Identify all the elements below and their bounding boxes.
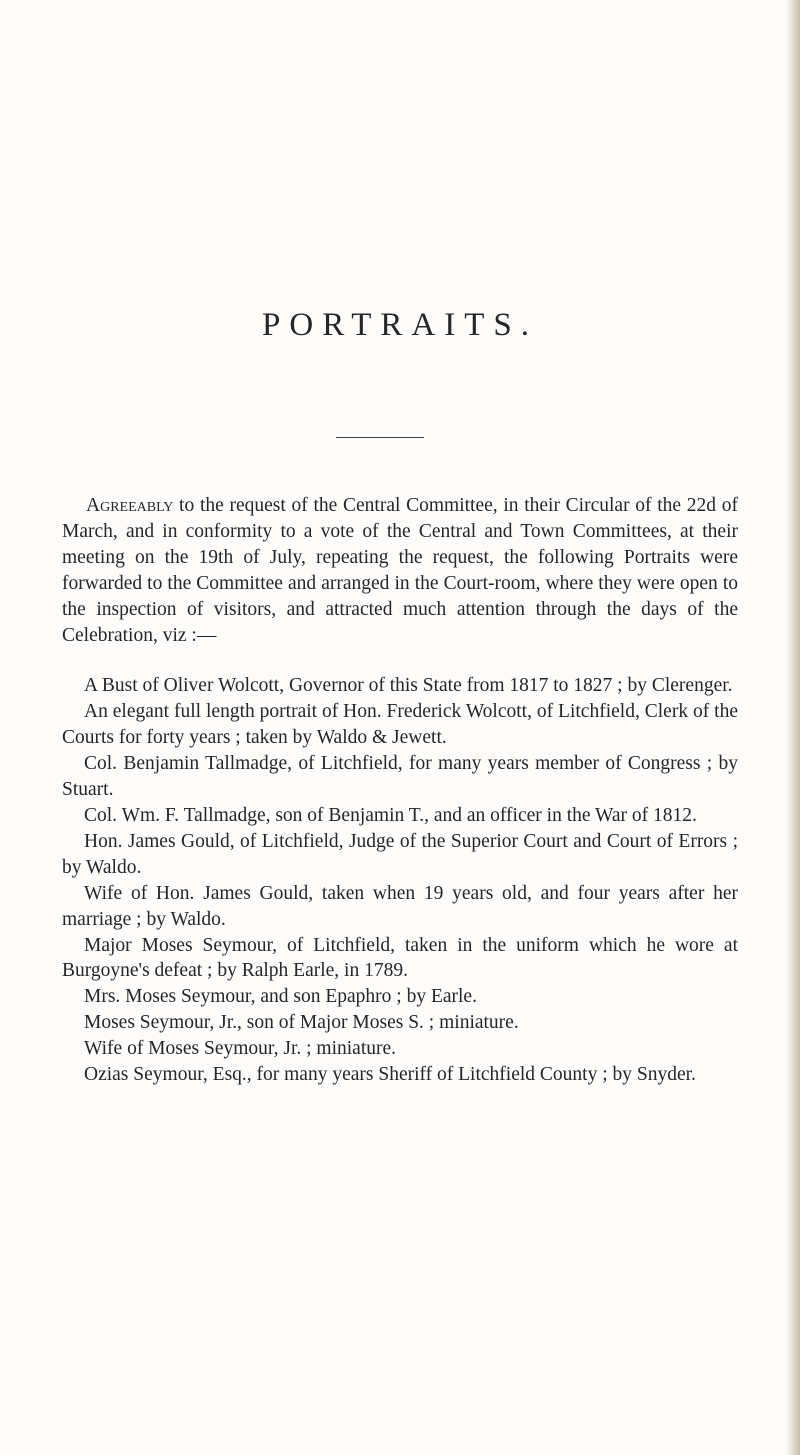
intro-lead-word: Agreeably: [86, 495, 174, 516]
portrait-entry-major-moses-seymour: Major Moses Seymour, of Litchfield, taken in the uniform which he wore at Burgoyne's defeat ; by Ralph Earle, in 1789.: [62, 934, 738, 982]
portrait-entry-moses-seymour-jr: Moses Seymour, Jr., son of Major Moses S. ; miniature.: [84, 1012, 519, 1034]
intro-paragraph: [62, 493, 738, 648]
portrait-entry-wife-of-james-gould: Wife of Hon. James Gould, taken when 19 years old, and four years after her marriage ; by Waldo.: [62, 882, 738, 930]
title-divider: [336, 437, 424, 438]
page-title: PORTRAITS.: [262, 307, 538, 343]
portrait-entry-ozias-seymour: Ozias Seymour, Esq., for many years Sheriff of Litchfield County ; by Snyder.: [84, 1064, 696, 1086]
portrait-entry-frederick-wolcott: An elegant full length portrait of Hon. Frederick Wolcott, of Litchfield, Clerk of the Courts for forty years ; taken by Waldo & Jewett.: [62, 701, 738, 749]
portrait-entry-benjamin-tallmadge: Col. Benjamin Tallmadge, of Litchfield, for many years member of Congress ; by Stuart.: [62, 753, 738, 801]
portrait-entry-wm-tallmadge: Col. Wm. F. Tallmadge, son of Benjamin T., and an officer in the War of 1812.: [84, 804, 697, 826]
body-text: [62, 493, 738, 1088]
portrait-entry-mrs-moses-seymour: Mrs. Moses Seymour, and son Epaphro ; by Earle.: [84, 986, 477, 1008]
page-edge-shadow: [786, 0, 800, 1455]
portrait-entry-james-gould: Hon. James Gould, of Litchfield, Judge of the Superior Court and Court of Errors ; by Waldo.: [62, 830, 738, 878]
intro-text: to the request of the Central Committee, in their Circular of the 22d of March, and in conformity to a vote of the Central and Town Committees, at their meeting on the 19th of July, repeating the request, the following Portraits were forwarded to the Committee and arranged in the Court-room, where they were open to the inspection of visitors, and attracted much attention through the days of the Celebration, viz :—: [62, 495, 738, 646]
portrait-entry-wife-of-moses-seymour-jr: Wife of Moses Seymour, Jr. ; miniature.: [84, 1038, 397, 1060]
portrait-entry-oliver-wolcott: A Bust of Oliver Wolcott, Governor of this State from 1817 to 1827 ; by Clerenger.: [84, 675, 733, 697]
